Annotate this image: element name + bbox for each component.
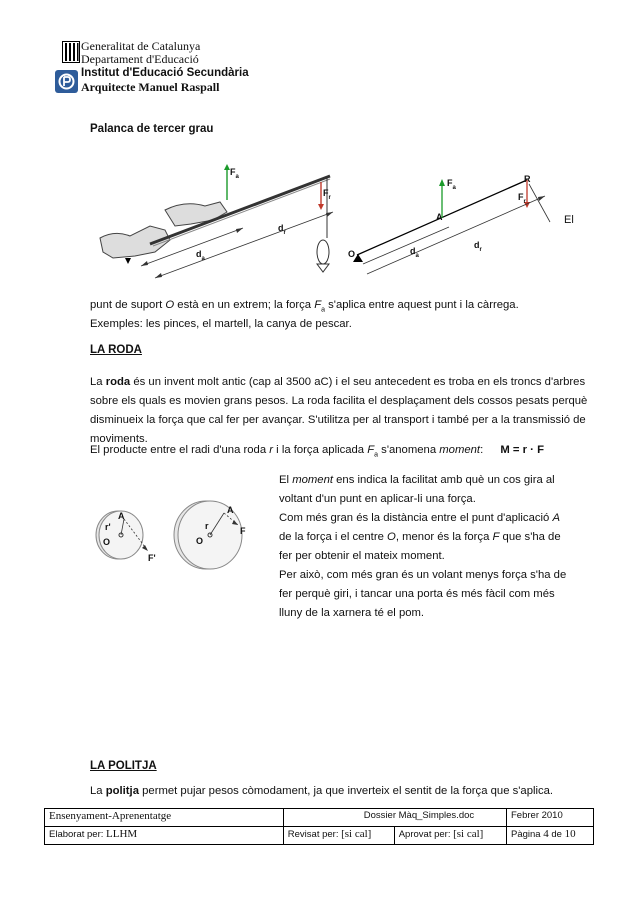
- footer-cell-file: Dossier Màq_Simples.doc: [283, 809, 506, 827]
- lever-title: Palanca de tercer grau: [90, 123, 214, 135]
- footer-cell-author: Elaborat per: LLHM: [45, 827, 284, 845]
- footer-cell-page: Pàgina 4 de 10: [507, 827, 594, 845]
- header-line-1: Generalitat de Catalunya: [81, 39, 201, 53]
- lever-desc-line2: Exemples: les pinces, el martell, la canya de pescar.: [90, 318, 352, 330]
- fig1-dr-label: $d_r$: [278, 223, 286, 236]
- fishing-rod-figure: [95, 160, 340, 280]
- fig1-fr-label: $F_r$: [323, 188, 331, 201]
- footer-cell-course: Ensenyament-Aprenentatge: [45, 809, 284, 827]
- catalonia-logo: [62, 41, 80, 63]
- moment-line-2: voltant d'un punt en aplicar-li una força.: [279, 493, 476, 505]
- big-wheel-r: r: [205, 521, 209, 531]
- fig2-a-label: A: [436, 212, 443, 222]
- moment-line-8: lluny de la xarnera té el pom.: [279, 607, 425, 619]
- lever-desc-line1: punt de suport O està en un extrem; la força $F_a$ s'aplica entre aquest punt i la càrrega.: [90, 299, 519, 314]
- small-wheel-a: A: [118, 511, 125, 521]
- wheel-p1-line4: moviments.: [90, 433, 148, 445]
- moment-line-4: de la força i el centre O, menor és la força F que s'ha de: [279, 531, 561, 543]
- institute-logo: [55, 70, 78, 93]
- fig2-fa-label: $F_a$: [447, 178, 456, 191]
- header-line-3: Institut d'Educació Secundària: [81, 67, 249, 79]
- small-wheel-o: O: [103, 537, 111, 547]
- footer-cell-approver: Aprovat per: [si cal]: [394, 827, 506, 845]
- footer-cell-reviewer: Revisat per: [si cal]: [283, 827, 394, 845]
- fig2-o-label: O: [348, 249, 356, 259]
- moment-line-6: Per això, com més gran és un volant menys força s'ha de: [279, 569, 567, 581]
- fig2-da-label: $d_a$: [410, 246, 419, 259]
- moment-line-3: Com més gran és la distància entre el punt d'aplicació A: [279, 512, 560, 524]
- wheel-p2: El producte entre el radi d'una roda r i la força aplicada $F_a$ s'anomena moment: M = r · F: [90, 444, 544, 459]
- header-line-2: Departament d'Educació: [81, 52, 199, 66]
- fig2-fr-label: $F_r$: [518, 192, 526, 205]
- footer-cell-date: Febrer 2010: [507, 809, 594, 827]
- wheel-p1-line1: La roda és un invent molt antic (cap al 3500 aC) i el seu antecedent es troba en els troncs d'arbres: [90, 376, 586, 388]
- moment-line-7: fer perquè giri, i tancar una porta és més fàcil com més: [279, 588, 555, 600]
- big-wheel-a: A: [227, 505, 234, 515]
- small-wheel-f: F': [148, 553, 156, 563]
- pulley-p1: La politja permet pujar pesos còmodament, ja que inverteix el sentit de la força que s'aplica.: [90, 785, 554, 797]
- fig2-r-label: R: [524, 174, 531, 184]
- wheel-p1-line3: disminueix la força que cal fer per avançar. S'utilitza per al transport i també per a la transmissió de: [90, 414, 586, 426]
- wheels-figure: [90, 495, 265, 575]
- small-wheel-r: r': [105, 522, 111, 532]
- moment-line-5: fer per obtenir el mateix moment.: [279, 550, 445, 562]
- side-word-el: El: [564, 214, 574, 226]
- fig1-fa-label: $F_a$: [230, 167, 239, 180]
- moment-formula: M = r · F: [500, 444, 544, 456]
- fig2-dr-label: $d_r$: [474, 240, 482, 253]
- wheel-p1-line2: sobre els quals es movien grans pesos. La roda facilita el desplaçament dels cossos pesats perquè: [90, 395, 588, 407]
- big-wheel-f: F: [240, 526, 246, 536]
- wheel-heading: LA RODA: [90, 344, 142, 356]
- footer-table: [44, 808, 594, 845]
- header-line-4: Arquitecte Manuel Raspall: [81, 80, 220, 94]
- fig1-da-label: $d_a$: [196, 249, 205, 262]
- moment-line-1: El moment ens indica la facilitat amb què un cos gira al: [279, 474, 555, 486]
- pulley-heading: LA POLITJA: [90, 760, 157, 772]
- big-wheel-o: O: [196, 536, 204, 546]
